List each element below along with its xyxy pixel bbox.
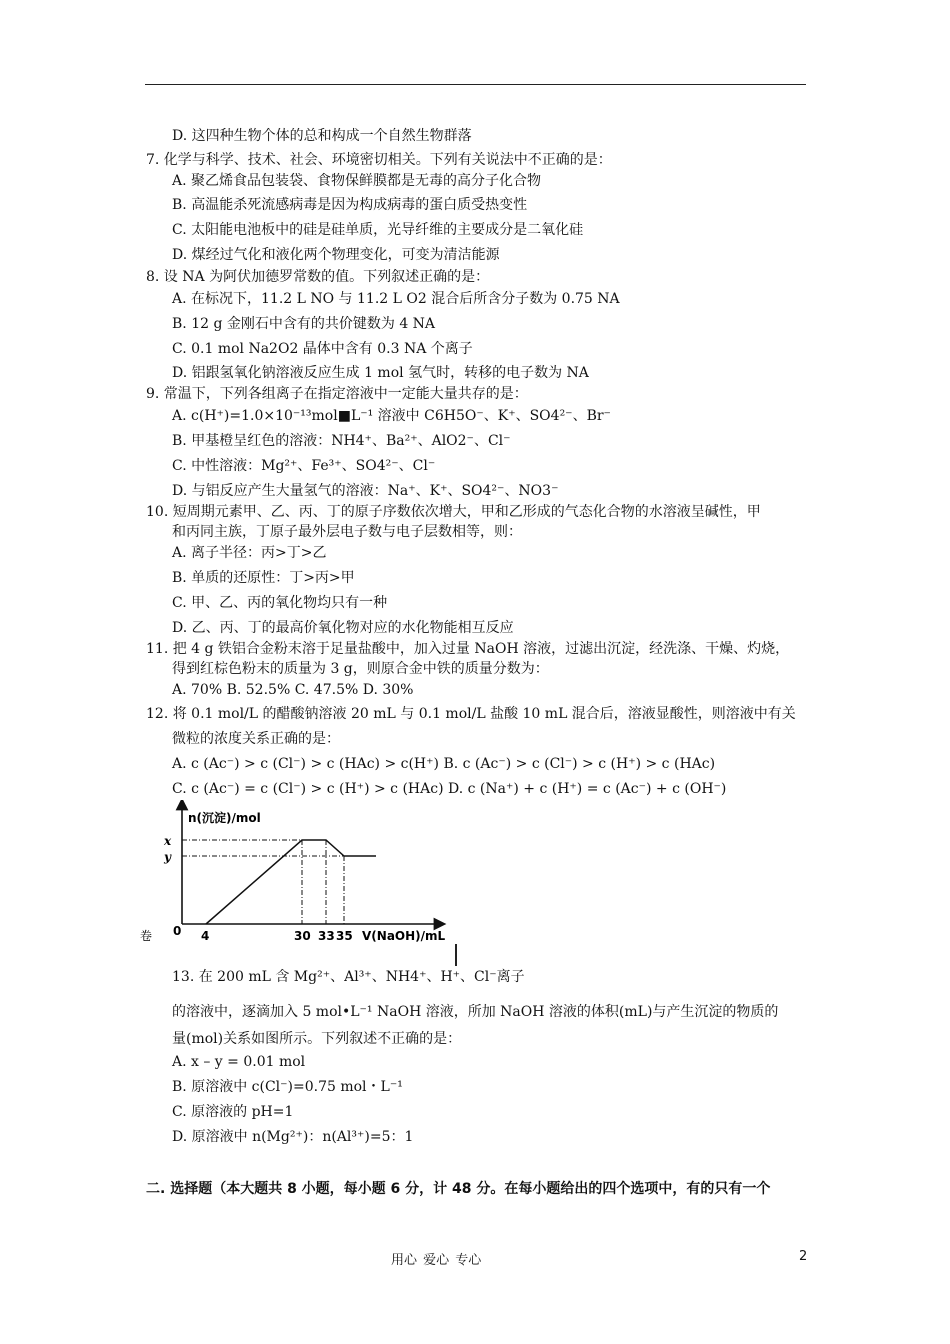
text-line: C. c (Ac⁻) = c (Cl⁻) > c (H⁺) > c (HAc) D. c (Na⁺) + c (H⁺) = c (Ac⁻) + c (OH⁻) (172, 781, 727, 797)
x-tick-0: 0 (173, 924, 182, 938)
x-tick-4: 4 (201, 929, 210, 943)
guide-lines (182, 840, 344, 924)
text-line: A. x – y = 0.01 mol (172, 1054, 306, 1070)
text-line: 11. 把 4 g 铁铝合金粉末溶于足量盐酸中，加入过量 NaOH 溶液，过滤出沉淀，经洗涤、干燥、灼烧， (146, 641, 790, 657)
text-line: A. 在标况下，11.2 L NO 与 11.2 L O2 混合后所含分子数为 0.75 NA (172, 291, 620, 307)
text-line: D. 这四种生物个体的总和构成一个自然生物群落 (172, 128, 472, 144)
text-line: 的溶液中，逐滴加入 5 mol•L⁻¹ NaOH 溶液，所加 NaOH 溶液的体积(mL)与产生沉淀的物质的 (172, 1004, 779, 1020)
x-tick-35: 35 (336, 929, 353, 943)
text-line: B. 12 g 金刚石中含有的共价键数为 4 NA (172, 316, 436, 332)
text-line: C. 0.1 mol Na2O2 晶体中含有 0.3 NA 个离子 (172, 341, 473, 357)
text-line: B. 原溶液中 c(Cl⁻)=0.75 mol・L⁻¹ (172, 1079, 403, 1095)
x-axis-label: V(NaOH)/mL (362, 929, 446, 943)
text-line: 12. 将 0.1 mol/L 的醋酸钠溶液 20 mL 与 0.1 mol/L 盐酸 10 mL 混合后，溶液显酸性，则溶液中有关 (146, 706, 796, 722)
text-line: 8. 设 NA 为阿伏加德罗常数的值。下列叙述正确的是： (146, 269, 490, 285)
precipitate-chart (140, 800, 450, 950)
text-line: A. c (Ac⁻) > c (Cl⁻) > c (HAc) > c(H⁺) B. c (Ac⁻) > c (Cl⁻) > c (H⁺) > c (HAc) (172, 756, 716, 772)
section-heading: 二. 选择题（本大题共 8 小题，每小题 6 分，计 48 分。在每小题给出的四个选项中，有的只有一个 (146, 1181, 771, 1197)
x-tick-33: 33 (318, 929, 335, 943)
text-line: D. 乙、丙、丁的最高价氧化物对应的水化物能相互反应 (172, 620, 514, 636)
text-line: 微粒的浓度关系正确的是： (172, 731, 340, 747)
text-line: D. 铝跟氢氧化钠溶液反应生成 1 mol 氢气时，转移的电子数为 NA (172, 365, 589, 381)
page-number: 2 (799, 1249, 808, 1264)
text-line: B. 高温能杀死流感病毒是因为构成病毒的蛋白质受热变性 (172, 197, 528, 213)
y-tick-y: y (164, 850, 171, 864)
text-line: A. 离子半径：丙>丁>乙 (172, 545, 327, 561)
text-cursor-bar (455, 944, 457, 966)
text-line: D. 煤经过气化和液化两个物理变化，可变为清洁能源 (172, 247, 500, 263)
text-line: 7. 化学与科学、技术、社会、环境密切相关。下列有关说法中不正确的是： (146, 152, 612, 168)
text-line: 得到红棕色粉末的质量为 3 g，则原合金中铁的质量分数为： (172, 661, 549, 677)
text-line: A. 70% B. 52.5% C. 47.5% D. 30% (172, 682, 414, 698)
text-line: C. 原溶液的 pH=1 (172, 1104, 294, 1120)
text-line: C. 中性溶液：Mg²⁺、Fe³⁺、SO4²⁻、Cl⁻ (172, 458, 436, 474)
text-line: D. 原溶液中 n(Mg²⁺)：n(Al³⁺)=5：1 (172, 1129, 414, 1145)
text-line: 量(mol)关系如图所示。下列叙述不正确的是： (172, 1031, 462, 1047)
text-line: A. 聚乙烯食品包装袋、食物保鲜膜都是无毒的高分子化合物 (172, 173, 542, 189)
y-tick-x: x (164, 834, 172, 848)
text-line: C. 甲、乙、丙的氧化物均只有一种 (172, 595, 388, 611)
header-rule (145, 84, 806, 85)
x-tick-30: 30 (294, 929, 311, 943)
footer: 用心 爱心 专心 (391, 1253, 482, 1268)
text-line: 9. 常温下，下列各组离子在指定溶液中一定能大量共存的是： (146, 386, 528, 402)
text-line: B. 甲基橙呈红色的溶液：NH4⁺、Ba²⁺、AlO2⁻、Cl⁻ (172, 433, 511, 449)
text-line: B. 单质的还原性：丁>丙>甲 (172, 570, 355, 586)
text-line: D. 与铝反应产生大量氢气的溶液：Na⁺、K⁺、SO4²⁻、NO3⁻ (172, 483, 559, 499)
text-line: 和丙同主族，丁原子最外层电子数与电子层数相等，则： (172, 524, 522, 540)
side-fragment: 卷 (140, 929, 153, 943)
text-line: 10. 短周期元素甲、乙、丙、丁的原子序数依次增大，甲和乙形成的气态化合物的水溶液呈碱性，甲 (146, 504, 761, 520)
text-line: C. 太阳能电池板中的硅是硅单质，光导纤维的主要成分是二氧化硅 (172, 222, 584, 238)
text-line: A. c(H⁺)=1.0×10⁻¹³mol■L⁻¹ 溶液中 C6H5O⁻、K⁺、SO4²⁻、Br⁻ (172, 408, 611, 424)
series-line (206, 840, 376, 924)
text-line: 13. 在 200 mL 含 Mg²⁺、Al³⁺、NH4⁺、H⁺、Cl⁻离子 (172, 969, 525, 985)
y-axis-label: n(沉淀)/mol (188, 811, 261, 825)
